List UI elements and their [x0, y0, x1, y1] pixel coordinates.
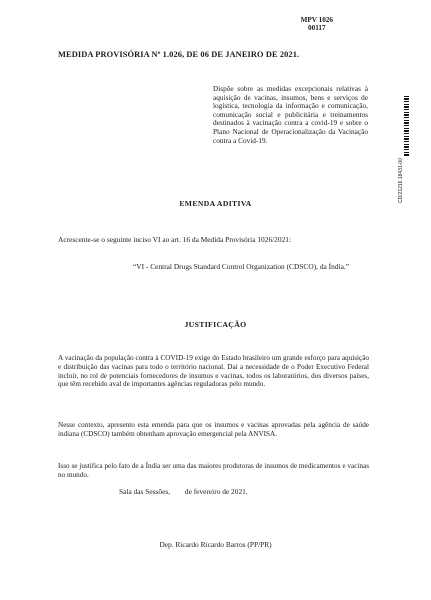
barcode-bars [404, 96, 409, 156]
document-code [301, 16, 333, 32]
barcode [398, 96, 410, 204]
justification-paragraph-1: A vacinação da população contra à COVID-19 exige do Estado brasileiro um grande esforço para aquisição e distribuição das vacinas para todo o território nacional. Daí a necessidade de o Poder Executivo Federal incluir, no rol de potenciais fornecedores de insumos e vacinas, todos os laboratórios, dos diversos países, que têm recebido aval de importantes agências reguladoras pelo mundo. [58, 354, 369, 389]
justification-paragraph-2: Nesse contexto, apresento esta emenda para que os insumos e vacinas aprovadas pela agência de saúde indiana (CDSCO) também obtenham aprovação emergencial pela ANVISA. [58, 421, 369, 438]
amendment-paragraph: Acrescente-se o seguinte inciso VI ao art. 16 da Medida Provisória 1026/2021: [58, 235, 292, 244]
document-code-line1: MPV 1026 [300, 16, 333, 24]
signature: Dep. Ricardo Ricardo Barros (PP/PR) [159, 540, 272, 549]
justification-heading: JUSTIFICAÇÃO [184, 320, 247, 329]
place-date: Sala das Sessões, de fevereiro de 2021. [119, 487, 248, 496]
barcode-text: CD/21216.18431-00 [398, 158, 404, 204]
ementa-text: Dispõe sobre as medidas excepcionais relativas à aquisição de vacinas, insumos, bens e serviços de logística, tecnologia da informação e comunicação, comunicação social e publicitária e treinamentos destinados à vacinação contra a covid-19 e sobre o Plano Nacional de Operacionalização da Vacinação contra a Covid-19. [213, 84, 368, 145]
emenda-heading: EMENDA ADITIVA [179, 199, 252, 208]
amendment-quote: “VI - Central Drugs Standard Control Organization (CDSCO), da Índia.” [133, 262, 349, 271]
justification-paragraph-3: Isso se justifica pelo fato de a Índia ser uma das maiores produtoras de insumos de medicamentos e vacinas no mundo. [58, 462, 369, 479]
document-title: MEDIDA PROVISÓRIA Nº 1.026, DE 06 DE JANEIRO DE 2021. [58, 50, 300, 59]
document-code-line2: 00117 [308, 24, 326, 32]
